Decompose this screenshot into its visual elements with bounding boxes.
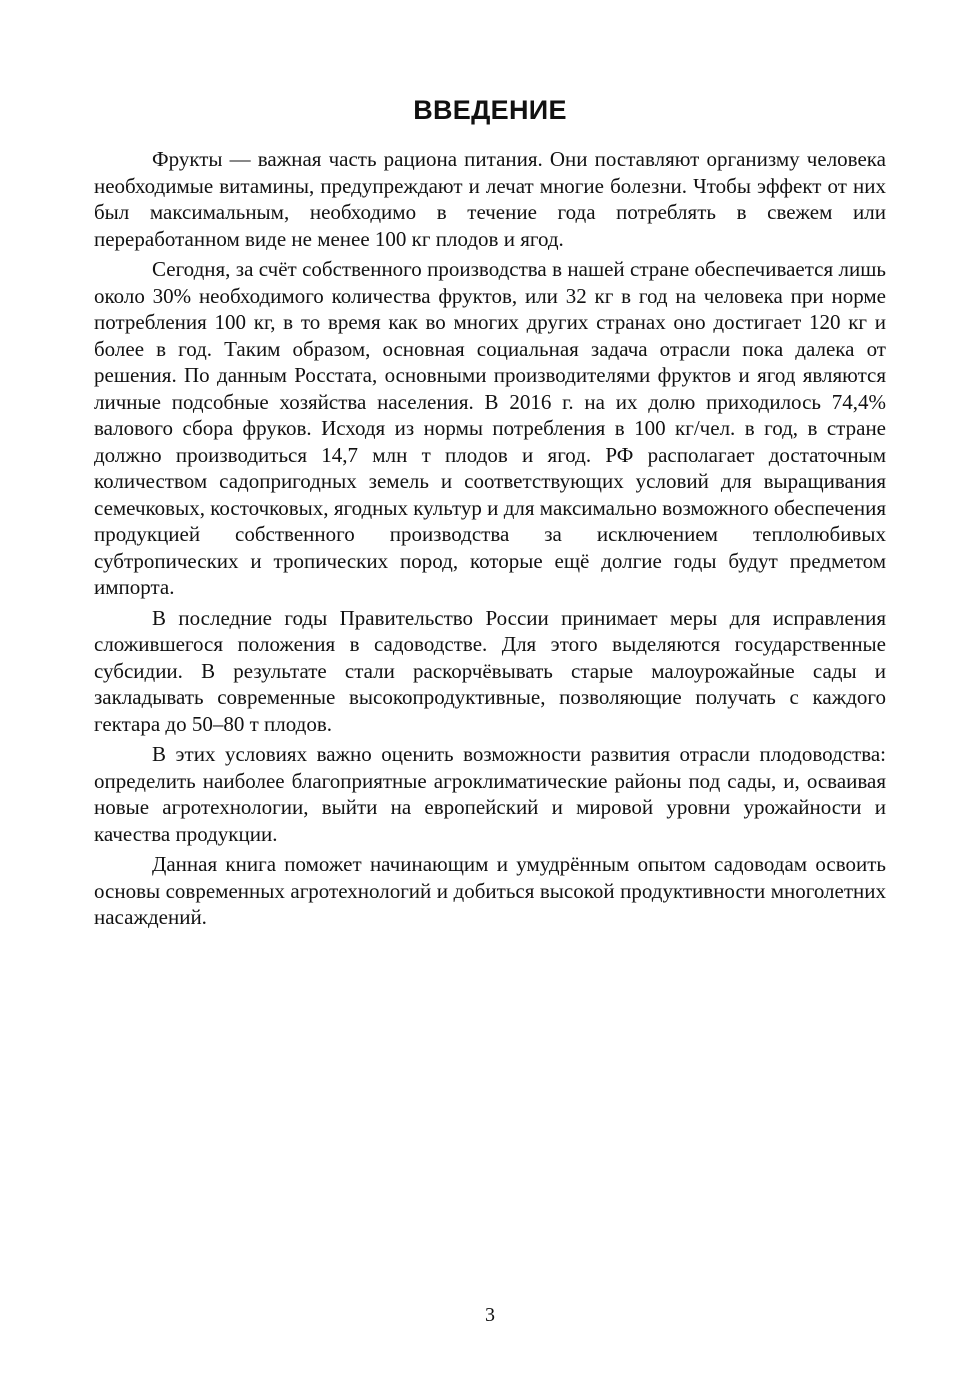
paragraph-5: Данная книга поможет начинающим и умудрённым опытом садоводам освоить основы современных агротехнологий и добиться высокой продуктивности многолетних насаждений. [94, 852, 886, 929]
page-number: 3 [485, 1304, 495, 1326]
body-text [94, 146, 886, 935]
paragraph-4: В этих условиях важно оценить возможности развития отрасли плодоводства: определить наиболее благоприятные агроклиматические районы под сады, и, осваивая новые агротехнологии, выйти на европейский и мировой уровни урожайности и качества продукции. [94, 742, 886, 846]
paragraph-1: Фрукты — важная часть рациона питания. Они поставляют организму человека необходимые витамины, предупреждают и лечат многие болезни. Чтобы эффект от них был максимальным, необходимо в течение года потреблять в свежем или переработанном виде не менее 100 кг плодов и ягод. [94, 147, 886, 251]
page-title: ВВЕДЕНИЕ [413, 95, 567, 125]
paragraph-3: В последние годы Правительство России принимает меры для исправления сложившегося положения в садоводстве. Для этого выделяются государственные субсидии. В результате стали раскорчёвывать старые малоурожайные сады и закладывать современные высокопродуктивные, позволяющие получать с каждого гектара до 50–80 т плодов. [94, 605, 886, 736]
paragraph-2: Сегодня, за счёт собственного производства в нашей стране обеспечивается лишь около 30% необходимого количества фруктов, или 32 кг в год на человека при норме потребления 100 кг, в то время как во многих других странах оно достигает 120 кг и более в год. Таким образом, основная социальная задача отрасли пока далека от решения. По данным Росстата, основными производителями фруктов и ягод являются личные подсобные хозяйства населения. В 2016 г. на их долю приходилось 74,4% валового сбора фруков. Исходя из нормы потребления в 100 кг/чел. в год, в стране должно производиться 14,7 млн т плодов и ягод. РФ располагает достаточным количеством садопригодных земель и соответствующих условий для выращивания семечковых, косточковых, ягодных культур и для максимально возможного обеспечения продукцией собственного производства за исключением теплолюбивых субтропических и тропических пород, которые ещё долгие годы будут предметом импорта. [94, 257, 886, 599]
